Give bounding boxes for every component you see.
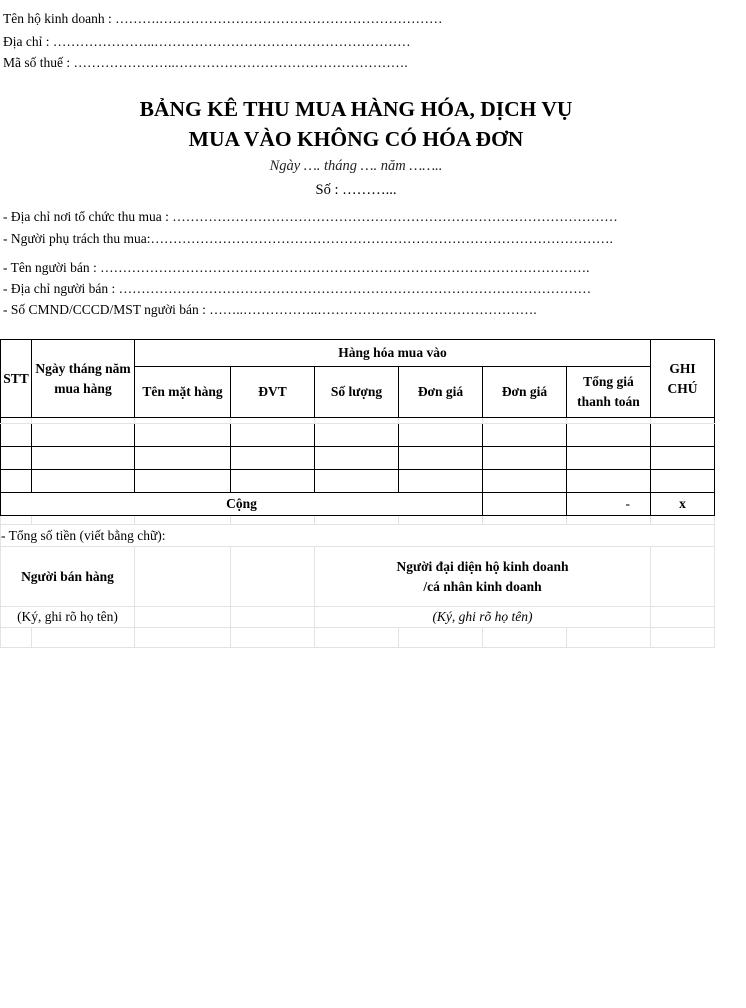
table-row (1, 447, 715, 470)
representative-line2: /cá nhân kinh doanh (423, 578, 542, 594)
representative-label (315, 547, 651, 607)
header-note: GHI CHÚ (651, 340, 715, 418)
total-note: x (651, 493, 715, 516)
doc-date: Ngày …. tháng …. năm …….. (269, 158, 443, 174)
header-total-payment: Tổng giá thanh toán (567, 367, 651, 418)
total-label: Cộng (1, 493, 483, 516)
seller-sign-note: (Ký, ghi rõ họ tên) (1, 607, 135, 628)
person-in-charge-line: - Người phụ trách thu mua:…………………………………………………………………………………………. (3, 231, 613, 246)
header-unit-price: Đơn giá (399, 367, 483, 418)
seller-address-line: - Địa chỉ người bán : …………………………………………………………………………………………… (3, 281, 592, 296)
seller-id-line: - Số CMND/CCCD/MST người bán : ……..……………..…………………………………………. (3, 302, 537, 317)
header-purchase-date: Ngày tháng năm mua hàng (32, 340, 135, 418)
header-item-name: Tên mặt hàng (135, 367, 231, 418)
doc-title-line1: BẢNG KÊ THU MUA HÀNG HÓA, DỊCH VỤ (139, 97, 573, 121)
purchase-address-line: - Địa chỉ nơi tổ chức thu mua : ……………………………………………………………………………………… (3, 209, 618, 224)
representative-sign-note: (Ký, ghi rõ họ tên) (315, 607, 651, 628)
seller-label: Người bán hàng (1, 547, 135, 607)
seller-name-line: - Tên người bán : ………………………………………………………………………………………………. (3, 260, 590, 275)
amount-in-words: - Tổng số tiền (viết bằng chữ): (1, 525, 715, 547)
total-row (1, 493, 715, 516)
tax-code-line: Mã số thuế : …………………..……………………………………………. (3, 55, 408, 70)
header-unit: ĐVT (231, 367, 315, 418)
header-goods-group: Hàng hóa mua vào (135, 340, 651, 367)
representative-line1: Người đại diện hộ kinh doanh (396, 558, 569, 574)
header-unit-price-2: Đơn giá (483, 367, 567, 418)
total-value: - (567, 493, 651, 516)
table-row (1, 470, 715, 493)
purchase-table (0, 339, 715, 648)
doc-title-line2: MUA VÀO KHÔNG CÓ HÓA ĐƠN (188, 127, 524, 151)
doc-number: Số : ………... (315, 182, 397, 198)
table-row (1, 424, 715, 447)
address-line: Địa chỉ : …………………..………………………………………………… (3, 34, 411, 49)
header-stt: STT (1, 340, 32, 418)
header-quantity: Số lượng (315, 367, 399, 418)
business-name-line: Tên hộ kinh doanh : ……….……………………………………………………… (3, 11, 443, 26)
